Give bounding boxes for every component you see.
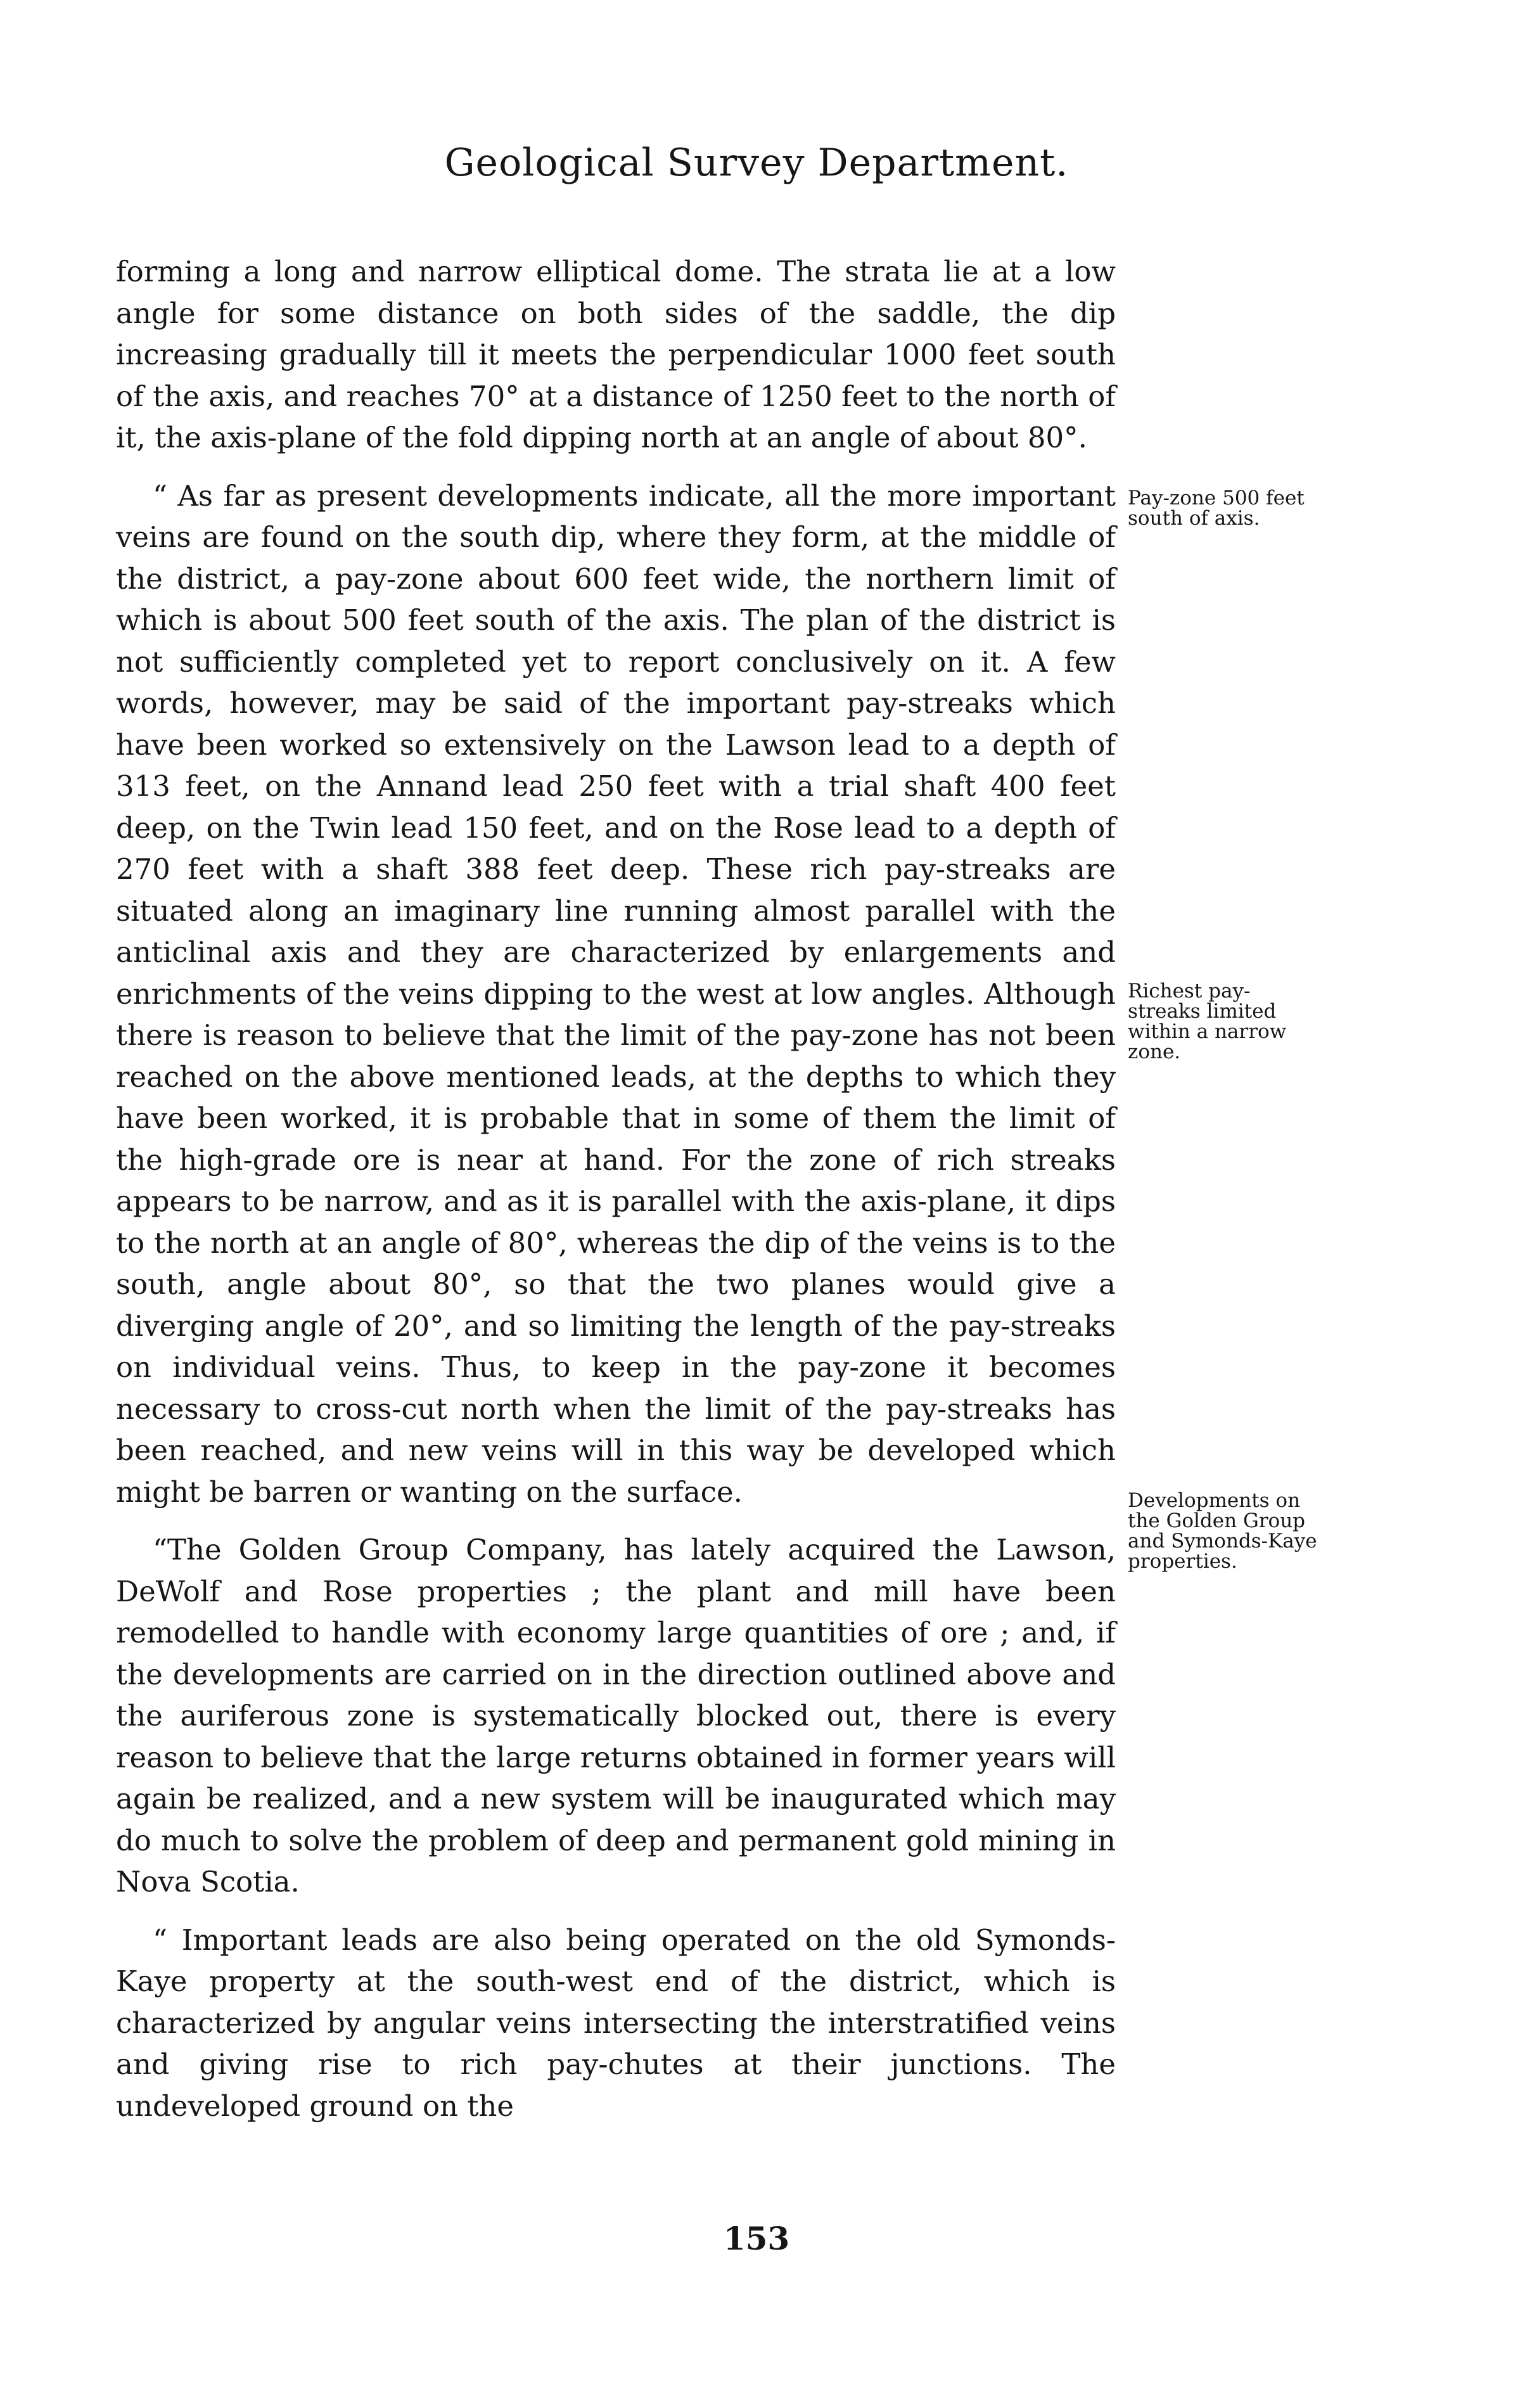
paragraph-2: “ As far as present developments indicate, all the more important veins are found on the south dip, where they form, at the middle of the district, a pay-zone about 600 feet wide, the northern limit of which is about 500 feet south of the axis. The plan of the district is not sufficiently completed yet to report conclusively on it. A few words, however, may be said of the important pay-streaks which have been worked so extensively on the Lawson lead to a depth of 313 feet, on the Annand lead 250 feet with a trial shaft 400 feet deep, on the Twin lead 150 feet, and on the Rose lead to a depth of 270 feet with a shaft 388 feet deep. These rich pay-streaks are situated along an imaginary line running almost parallel with the anticlinal axis and they are characterized by enlargements and enrichments of the veins dipping to the west at low angles. Although there is reason to believe that the limit of the pay-zone has not been reached on the above mentioned leads, at the depths to which they have been worked, it is probable that in some of them the limit of the high-grade ore is near at hand. For the zone of rich streaks appears to be narrow, and as it is parallel with the axis-plane, it dips to the north at an angle of 80°, whereas the dip of the veins is to the south, angle about 80°, so that the two planes would give a diverging angle of 20°, and so limiting the length of the pay-streaks on individual veins. Thus, to keep in the pay-zone it becomes necessary to cross-cut north when the limit of the pay-streaks has been reached, and new veins will in this way be developed which might be barren or wanting on the surface. [116,478,1116,1509]
page-number: 153 [723,2220,790,2257]
paragraph-4: “ Important leads are also being operated on the old Symonds-Kaye property at the south-west end of the district, which is characterized by angular veins intersecting the interstratified veins and giving rise to rich pay-chutes at their junctions. The undeveloped ground on the [116,1923,1116,2123]
paragraph-3: “The Golden Group Company, has lately acquired the Lawson, DeWolf and Rose properties ; the plant and mill have been remodelled to handle with economy large quantities of ore ; and, if the developments are carried on in the direction outlined above and the auriferous zone is systematically blocked out, there is every reason to believe that the large returns obtained in former years will again be realized, and a new system will be inaugurated which may do much to solve the problem of deep and permanent gold mining in Nova Scotia. [116,1533,1116,1899]
margin-note-developments: Developments on the Golden Group and Symonds-Kaye properties. [1128,1489,1317,1573]
margin-note-pay-zone: Pay-zone 500 feet south of axis. [1128,487,1305,530]
page-header: Geological Survey Department. [444,141,1069,185]
margin-note-richest-pay-streaks: Richest pay-streaks limited within a narrow zone. [1128,980,1287,1063]
paragraph-1: forming a long and narrow elliptical dome. The strata lie at a low angle for some distance on both sides of the saddle, the dip increasing gradually till it meets the perpendicular 1000 feet south of the axis, and reaches 70° at a distance of 1250 feet to the north of it, the axis-plane of the fold dipping north at an angle of about 80°. [116,255,1116,454]
body-text [116,251,1116,2127]
